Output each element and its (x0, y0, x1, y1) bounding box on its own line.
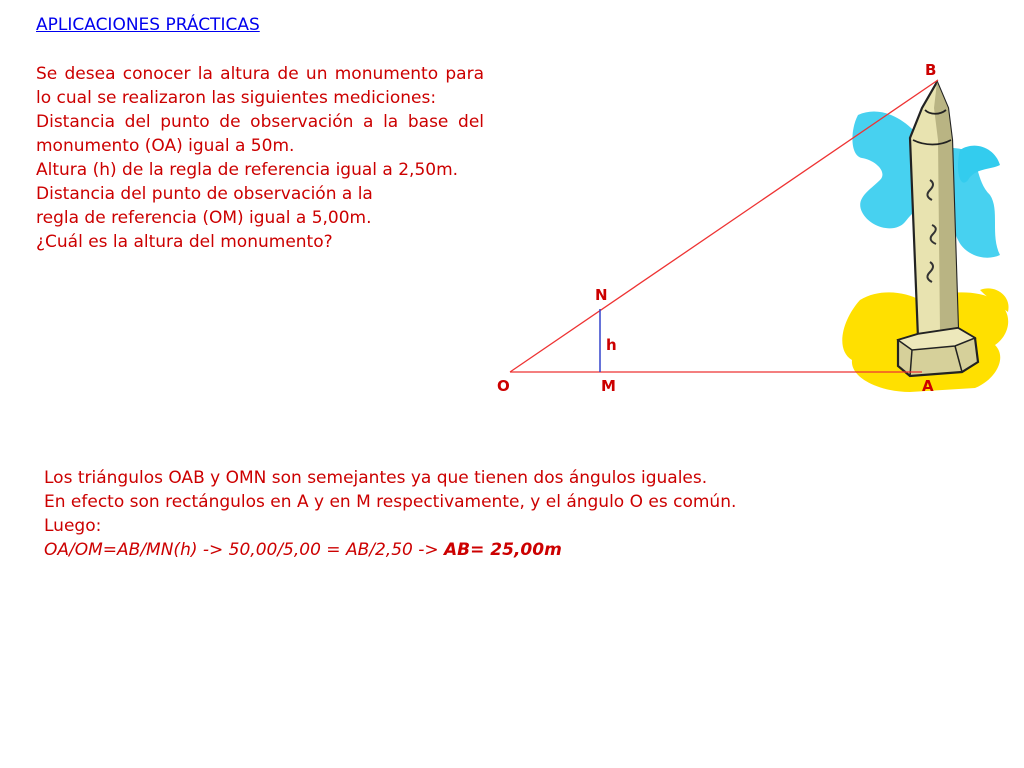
label-o: O (497, 377, 510, 395)
label-n: N (595, 286, 608, 304)
explanation-line2: En efecto son rectángulos en A y en M respectivamente, y el ángulo O es común. (44, 492, 737, 512)
page-title[interactable]: APLICACIONES PRÁCTICAS (36, 15, 260, 35)
measurement-om-line2: regla de referencia (OM) igual a 5,00m. (36, 208, 372, 228)
label-b: B (925, 61, 937, 79)
explanation (44, 466, 944, 562)
result: AB= 25,00m (444, 540, 562, 560)
label-h: h (606, 336, 617, 354)
label-a: A (922, 377, 934, 395)
measurement-om-line1: Distancia del punto de observación a la (36, 184, 373, 204)
problem-intro: Se desea conocer la altura de un monumento para lo cual se realizaron las siguientes mediciones: (36, 64, 484, 108)
measurement-h: Altura (h) de la regla de referencia igual a 2,50m. (36, 160, 459, 180)
measurement-oa: Distancia del punto de observación a la base del monumento (OA) igual a 50m. (36, 112, 484, 156)
explanation-line1: Los triángulos OAB y OMN son semejantes ya que tienen dos ángulos iguales. (44, 468, 708, 488)
explanation-formula-line (44, 538, 944, 562)
problem-question: ¿Cuál es la altura del monumento? (36, 232, 333, 252)
formula: OA/OM=AB/MN(h) -> 50,00/5,00 = AB/2,50 -> (44, 540, 445, 560)
explanation-line3: Luego: (44, 516, 102, 536)
label-m: M (601, 377, 616, 395)
